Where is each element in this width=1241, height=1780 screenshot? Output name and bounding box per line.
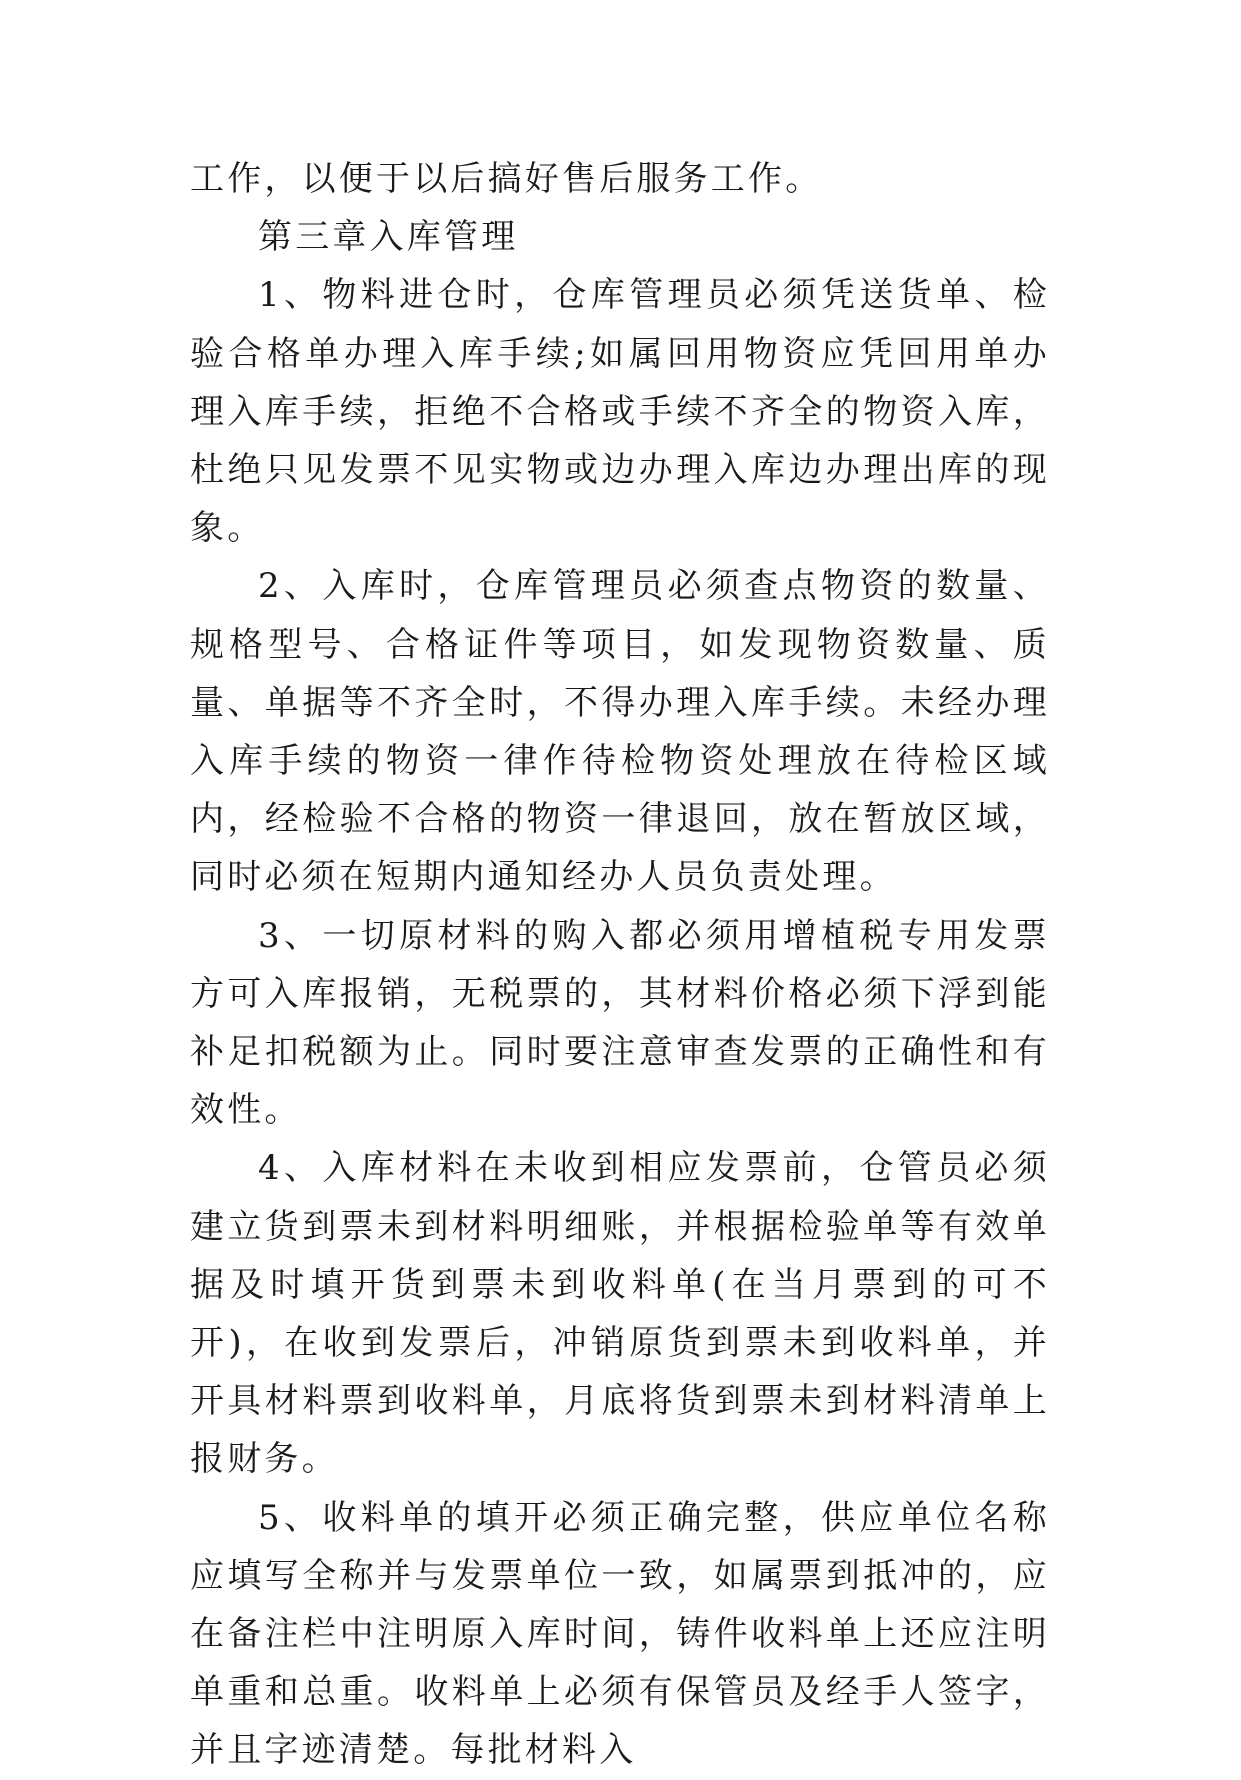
paragraph-item-1: 1、物料进仓时，仓库管理员必须凭送货单、检验合格单办理入库手续;如属回用物资应凭回用单办理入库手续，拒绝不合格或手续不齐全的物资入库，杜绝只见发票不见实物或边办理入库边办理出库的现象。 — [190, 275, 1050, 549]
chapter-heading: 第三章入库管理 — [258, 217, 519, 258]
paragraph-item-2: 2、入库时，仓库管理员必须查点物资的数量、规格型号、合格证件等项目，如发现物资数量、质量、单据等不齐全时，不得办理入库手续。未经办理入库手续的物资一律作待检物资处理放在待检区域内，经检验不合格的物资一律退回，放在暂放区域，同时必须在短期内通知经办人员负责处理。 — [190, 566, 1050, 898]
paragraph-item-4: 4、入库材料在未收到相应发票前，仓管员必须建立货到票未到材料明细账，并根据检验单等有效单据及时填开货到票未到收料单(在当月票到的可不开)，在收到发票后，冲销原货到票未到收料单，并开具材料票到收料单，月底将货到票未到材料清单上报财务。 — [190, 1148, 1050, 1480]
paragraph-continuation: 工作，以便于以后搞好售后服务工作。 — [190, 159, 823, 199]
paragraph-item-5: 5、收料单的填开必须正确完整，供应单位名称应填写全称并与发票单位一致，如属票到抵冲的，应在备注栏中注明原入库时间，铸件收料单上还应注明单重和总重。收料单上必须有保管员及经手人签字，并且字迹清楚。每批材料入 — [190, 1497, 1050, 1771]
paragraph-item-3: 3、一切原材料的购入都必须用增植税专用发票方可入库报销，无税票的，其材料价格必须下浮到能补足扣税额为止。同时要注意审查发票的正确性和有效性。 — [190, 915, 1050, 1131]
document-body — [190, 150, 1050, 1780]
